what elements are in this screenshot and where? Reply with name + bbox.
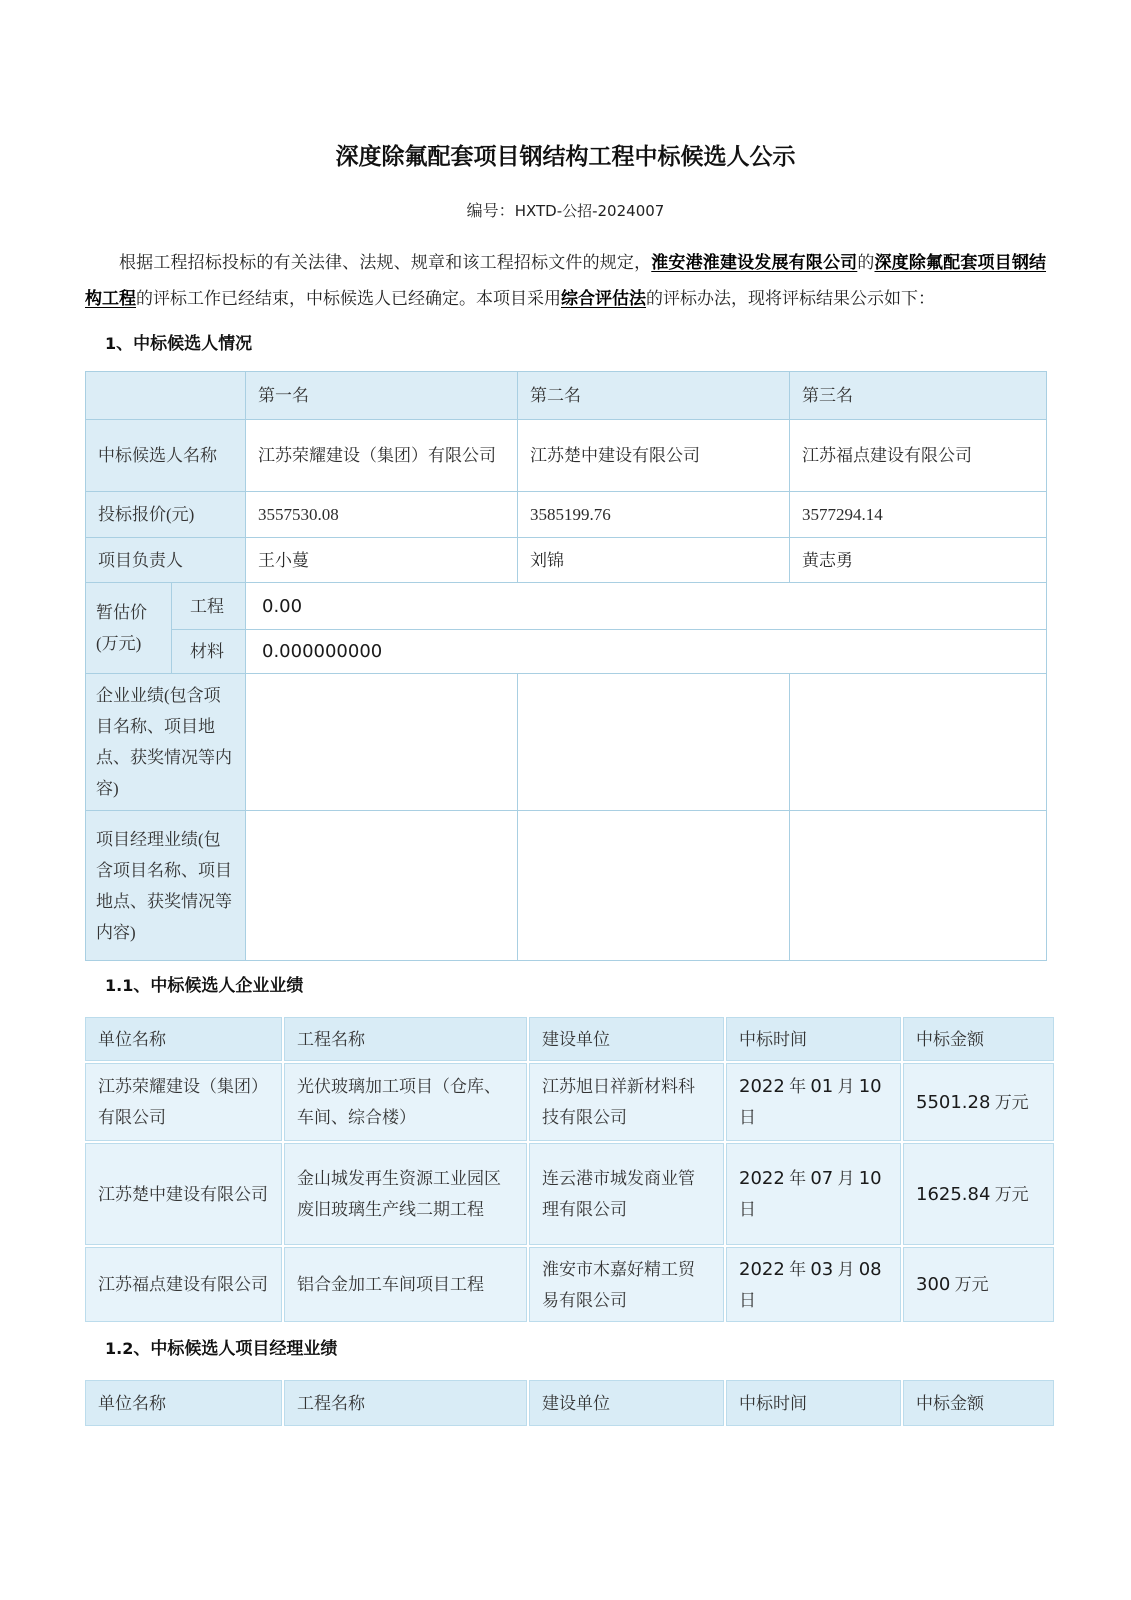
bid-price-3: 3577294.14 xyxy=(790,492,1047,538)
manager-performance-table xyxy=(83,1378,1056,1428)
estimate-material-value: 0.000000000 xyxy=(246,630,1047,674)
col-project-header: 工程名称 xyxy=(284,1017,527,1061)
company-cell: 江苏楚中建设有限公司 xyxy=(85,1143,282,1245)
estimate-label-line1: 暂估价 xyxy=(96,603,147,622)
manager-performance-label: 项目经理业绩(包含项目名称、项目地点、获奖情况等内容) xyxy=(86,811,246,961)
intro-paragraph xyxy=(85,245,1046,317)
candidates-table xyxy=(85,371,1047,961)
performance-row-2 xyxy=(85,1143,1054,1245)
performance-row-3 xyxy=(85,1247,1054,1322)
company-cell: 江苏福点建设有限公司 xyxy=(85,1247,282,1322)
section-1-title: 、中标候选人情况 xyxy=(116,334,253,353)
enterprise-performance-2 xyxy=(518,674,790,811)
enterprise-performance-3 xyxy=(790,674,1047,811)
bid-price-label: 投标报价(元) xyxy=(86,492,246,538)
builder-cell: 连云港市城发商业管理有限公司 xyxy=(529,1143,724,1245)
section-1-1-heading xyxy=(105,973,1131,999)
rank-2-header: 第二名 xyxy=(518,372,790,420)
amount-cell: 5501.28 万元 xyxy=(903,1063,1054,1141)
col-builder-header: 建设单位 xyxy=(529,1017,724,1061)
col-date-header: 中标时间 xyxy=(726,1017,901,1061)
intro-text-2: 的 xyxy=(857,253,875,272)
date-cell: 2022 年 07 月 10 日 xyxy=(726,1143,901,1245)
date-cell: 2022 年 01 月 10 日 xyxy=(726,1063,901,1141)
candidate-name-row xyxy=(86,420,1047,492)
section-1-2-number: 1.2 xyxy=(105,1339,134,1358)
section-1-2-heading xyxy=(105,1336,1131,1362)
intro-text-3: 的评标工作已经结束，中标候选人已经确定。本项目采用 xyxy=(136,289,561,308)
section-1-1-number: 1.1 xyxy=(105,976,134,995)
date-cell: 2022 年 03 月 08 日 xyxy=(726,1247,901,1322)
rank-header-row xyxy=(86,372,1047,420)
col-amount-header: 中标金额 xyxy=(903,1380,1054,1426)
company-cell: 江苏荣耀建设（集团）有限公司 xyxy=(85,1063,282,1141)
doc-number xyxy=(0,200,1131,223)
tenderer-name: 淮安港淮建设发展有限公司 xyxy=(651,253,858,272)
project-manager-2: 刘锦 xyxy=(518,538,790,583)
project-manager-label: 项目负责人 xyxy=(86,538,246,583)
estimate-material-row xyxy=(86,630,1047,674)
project-cell: 光伏玻璃加工项目（仓库、车间、综合楼） xyxy=(284,1063,527,1141)
bid-price-2: 3585199.76 xyxy=(518,492,790,538)
manager-performance-row xyxy=(86,811,1047,961)
builder-cell: 江苏旭日祥新材料科技有限公司 xyxy=(529,1063,724,1141)
candidate-name-2: 江苏楚中建设有限公司 xyxy=(518,420,790,492)
estimate-sub-material: 材料 xyxy=(172,630,246,674)
candidate-name-3: 江苏福点建设有限公司 xyxy=(790,420,1047,492)
project-cell: 铝合金加工车间项目工程 xyxy=(284,1247,527,1322)
builder-cell: 淮安市木嘉好精工贸易有限公司 xyxy=(529,1247,724,1322)
candidate-name-1: 江苏荣耀建设（集团）有限公司 xyxy=(246,420,518,492)
project-manager-1: 王小蔓 xyxy=(246,538,518,583)
section-1-2-title: 、中标候选人项目经理业绩 xyxy=(133,1339,338,1358)
project-name: 深度除氟配套项目钢结构工程 xyxy=(85,253,1047,308)
estimate-label-cell xyxy=(86,583,172,674)
intro-text-1: 根据工程招标投标的有关法律、法规、规章和该工程招标文件的规定， xyxy=(119,253,652,272)
evaluation-method: 综合评估法 xyxy=(561,289,646,308)
performance-row-1 xyxy=(85,1063,1054,1141)
doc-number-code: HXTD-公招-2024007 xyxy=(514,202,665,220)
manager-performance-2 xyxy=(518,811,790,961)
enterprise-performance-table xyxy=(83,1015,1056,1324)
section-1-heading xyxy=(105,331,1131,357)
bid-price-1: 3557530.08 xyxy=(246,492,518,538)
column-header-row xyxy=(85,1380,1054,1426)
col-company-header: 单位名称 xyxy=(85,1380,282,1426)
col-amount-header: 中标金额 xyxy=(903,1017,1054,1061)
estimate-engineering-row xyxy=(86,583,1047,630)
estimate-label-line2: (万元) xyxy=(96,634,142,653)
manager-performance-3 xyxy=(790,811,1047,961)
estimate-sub-engineering: 工程 xyxy=(172,583,246,630)
page-title: 深度除氟配套项目钢结构工程中标候选人公示 xyxy=(335,144,796,169)
amount-cell: 300 万元 xyxy=(903,1247,1054,1322)
manager-performance-1 xyxy=(246,811,518,961)
section-1-1-title: 、中标候选人企业业绩 xyxy=(133,976,304,995)
candidate-name-label: 中标候选人名称 xyxy=(86,420,246,492)
col-builder-header: 建设单位 xyxy=(529,1380,724,1426)
project-manager-row xyxy=(86,538,1047,583)
rank-3-header: 第三名 xyxy=(790,372,1047,420)
enterprise-performance-row xyxy=(86,674,1047,811)
column-header-row xyxy=(85,1017,1054,1061)
rank-1-header: 第一名 xyxy=(246,372,518,420)
col-company-header: 单位名称 xyxy=(85,1017,282,1061)
project-cell: 金山城发再生资源工业园区废旧玻璃生产线二期工程 xyxy=(284,1143,527,1245)
col-date-header: 中标时间 xyxy=(726,1380,901,1426)
enterprise-performance-1 xyxy=(246,674,518,811)
bid-price-row xyxy=(86,492,1047,538)
section-1-number: 1 xyxy=(105,334,117,353)
project-manager-3: 黄志勇 xyxy=(790,538,1047,583)
estimate-engineering-value: 0.00 xyxy=(246,583,1047,630)
intro-text-4: 的评标办法，现将评标结果公示如下： xyxy=(646,289,935,308)
enterprise-performance-label: 企业业绩(包含项目名称、项目地点、获奖情况等内容) xyxy=(86,674,246,811)
col-project-header: 工程名称 xyxy=(284,1380,527,1426)
amount-cell: 1625.84 万元 xyxy=(903,1143,1054,1245)
doc-number-label: 编号： xyxy=(466,203,515,220)
blank-corner-cell xyxy=(86,372,246,420)
